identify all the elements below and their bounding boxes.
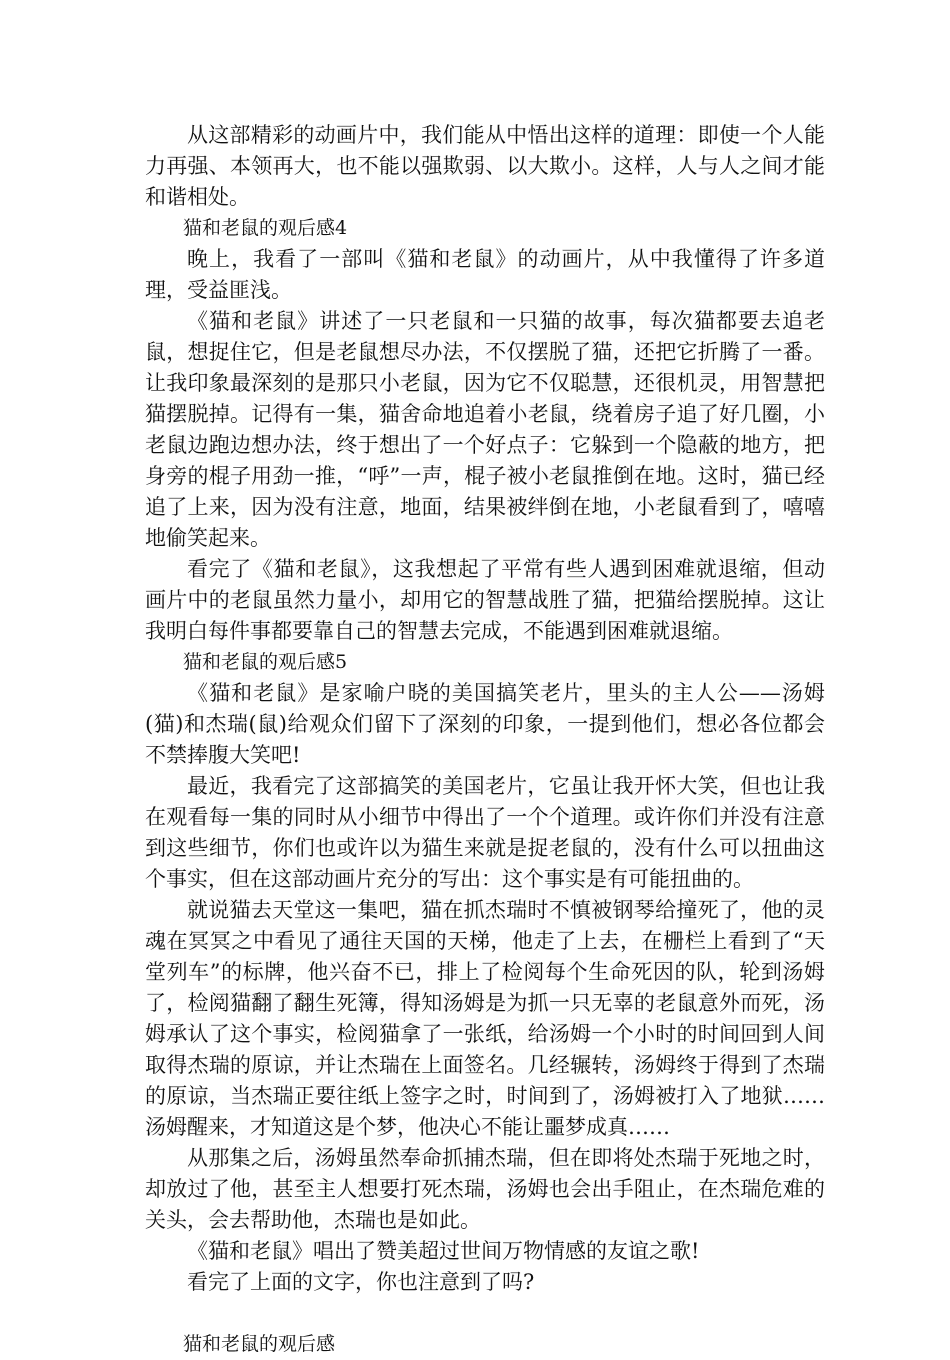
- section-heading: 猫和老鼠的观后感5: [183, 651, 348, 673]
- paragraph: 从这部精彩的动画片中，我们能从中悟出这样的道理：即使一个人能力再强、本领再大，也不能以强欺弱、以大欺小。这样，人与人之间才能和谐相处。: [145, 123, 825, 209]
- paragraph: 《猫和老鼠》唱出了赞美超过世间万物情感的友谊之歌!: [187, 1239, 700, 1263]
- section-heading: 猫和老鼠的观后感: [183, 1333, 336, 1355]
- paragraph: 晚上，我看了一部叫《猫和老鼠》的动画片，从中我懂得了许多道理，受益匪浅。: [145, 247, 825, 302]
- paragraph: 看完了《猫和老鼠》，这我想起了平常有些人遇到困难就退缩，但动画片中的老鼠虽然力量小，却用它的智慧战胜了猫，把猫给摆脱掉。这让我明白每件事都要靠自己的智慧去完成，不能遇到困难就退缩。: [145, 557, 825, 643]
- document-body: [145, 120, 825, 1360]
- paragraph: 《猫和老鼠》是家喻户晓的美国搞笑老片，里头的主人公——汤姆(猫)和杰瑞(鼠)给观众们留下了深刻的印象，一提到他们，想必各位都会不禁捧腹大笑吧!: [145, 681, 825, 767]
- paragraph: 从那集之后，汤姆虽然奉命抓捕杰瑞，但在即将处杰瑞于死地之时，却放过了他，甚至主人想要打死杰瑞，汤姆也会出手阻止，在杰瑞危难的关头，会去帮助他，杰瑞也是如此。: [145, 1146, 825, 1232]
- section-heading: 猫和老鼠的观后感4: [183, 217, 348, 239]
- paragraph: 就说猫去天堂这一集吧，猫在抓杰瑞时不慎被钢琴给撞死了，他的灵魂在冥冥之中看见了通往天国的天梯，他走了上去，在栅栏上看到了“天堂列车”的标牌，他兴奋不已，排上了检阅每个生命死因的队，轮到汤姆了，检阅猫翻了翻生死簿，得知汤姆是为抓一只无辜的老鼠意外而死，汤姆承认了这个事实，检阅猫拿了一张纸，给汤姆一个小时的时间回到人间取得杰瑞的原谅，并让杰瑞在上面签名。几经辗转，汤姆终于得到了杰瑞的原谅，当杰瑞正要往纸上签字之时，时间到了，汤姆被打入了地狱……汤姆醒来，才知道这是个梦，他决心不能让噩梦成真……: [145, 898, 825, 1139]
- blank-line: [145, 1298, 825, 1329]
- paragraph: 看完了上面的文字，你也注意到了吗?: [187, 1270, 535, 1294]
- paragraph: 最近，我看完了这部搞笑的美国老片，它虽让我开怀大笑，但也让我在观看每一集的同时从小细节中得出了一个个道理。或许你们并没有注意到这些细节，你们也或许以为猫生来就是捉老鼠的，没有什么可以扭曲这个事实，但在这部动画片充分的写出：这个事实是有可能扭曲的。: [145, 774, 825, 891]
- paragraph: 《猫和老鼠》讲述了一只老鼠和一只猫的故事，每次猫都要去追老鼠，想捉住它，但是老鼠想尽办法，不仅摆脱了猫，还把它折腾了一番。让我印象最深刻的是那只小老鼠，因为它不仅聪慧，还很机灵，用智慧把猫摆脱掉。记得有一集，猫舍命地追着小老鼠，绕着房子追了好几圈，小老鼠边跑边想办法，终于想出了一个好点子：它躲到一个隐蔽的地方，把身旁的棍子用劲一推，“呼”一声，棍子被小老鼠推倒在地。这时，猫已经追了上来，因为没有注意，地面，结果被绊倒在地，小老鼠看到了，嘻嘻地偷笑起来。: [145, 309, 825, 550]
